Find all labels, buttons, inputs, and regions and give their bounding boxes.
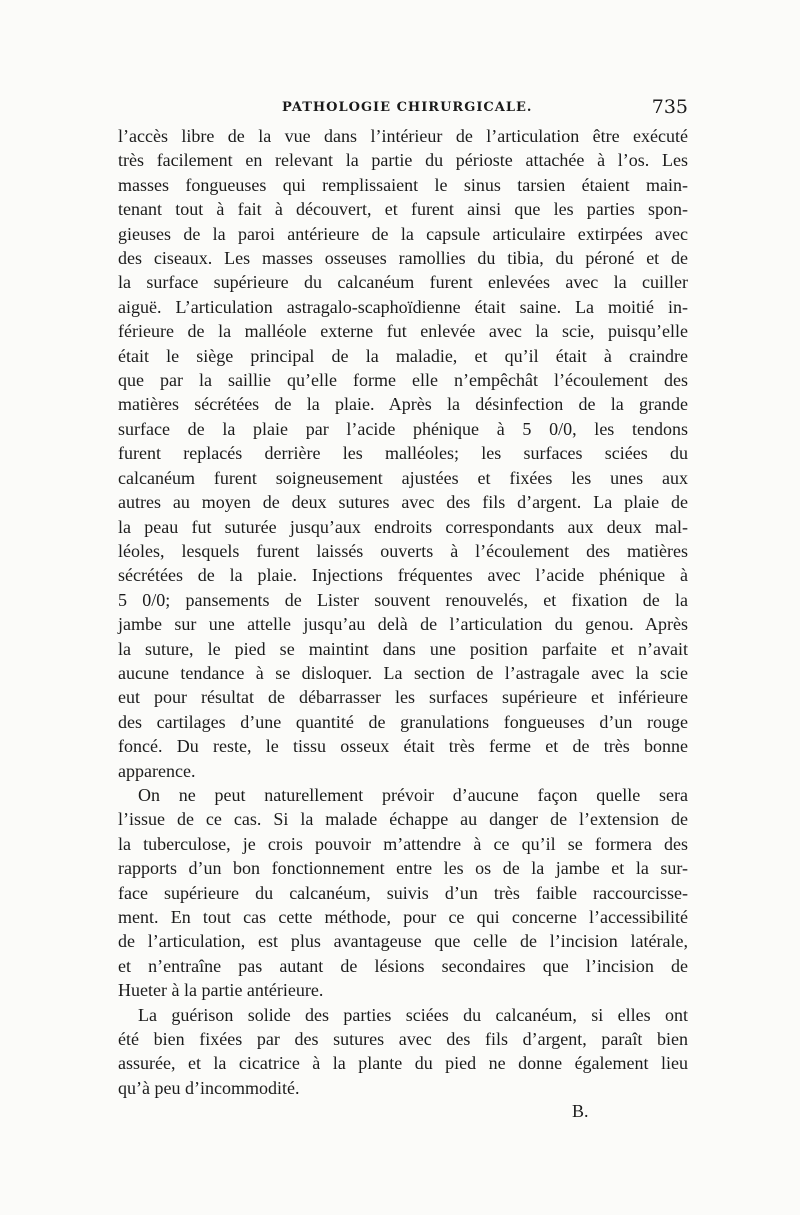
text-line: eut pour résultat de débarrasser les surfaces supérieure et inférieure <box>118 687 688 708</box>
running-title: PATHOLOGIE CHIRURGICALE. <box>282 100 533 115</box>
text-line: 5 0/0; pansements de Lister souvent renouvelés, et fixation de la <box>118 589 688 610</box>
page-header <box>118 96 688 122</box>
text-line: assurée, et la cicatrice à la plante du pied ne donne également lieu <box>118 1053 688 1074</box>
text-line: férieure de la malléole externe fut enlevée avec la scie, puisqu’elle <box>118 321 688 342</box>
text-line: apparence. <box>118 760 196 781</box>
text-line: tenant tout à fait à découvert, et furent ainsi que les parties spon- <box>118 199 688 220</box>
text-line: sécrétées de la plaie. Injections fréquentes avec l’acide phénique à <box>118 565 688 586</box>
text-line: foncé. Du reste, le tissu osseux était très ferme et de très bonne <box>118 736 688 757</box>
text-line: qu’à peu d’incommodité. <box>118 1077 300 1098</box>
paragraph <box>118 124 688 783</box>
text-line: matières sécrétées de la plaie. Après la désinfection de la grande <box>118 394 688 415</box>
page-number: 735 <box>651 96 688 118</box>
paragraph <box>118 783 688 1003</box>
text-line: et n’entraîne pas autant de lésions secondaires que l’incision de <box>118 955 688 976</box>
text-line: jambe sur une attelle jusqu’au delà de l’articulation du genou. Après <box>118 614 688 635</box>
text-line: était le siège principal de la maladie, et qu’il était à craindre <box>118 345 688 366</box>
text-line: la surface supérieure du calcanéum furent enlevées avec la cuiller <box>118 272 688 293</box>
text-line: des ciseaux. Les masses osseuses ramollies du tibia, du péroné et de <box>118 248 688 269</box>
text-line: que par la saillie qu’elle forme elle n’empêchât l’écoulement des <box>118 370 688 391</box>
text-line: léoles, lesquels furent laissés ouverts à l’écoulement des matières <box>118 540 688 561</box>
text-line: la peau fut suturée jusqu’aux endroits correspondants aux deux mal- <box>118 516 688 537</box>
text-line: l’accès libre de la vue dans l’intérieur de l’articulation être exécuté <box>118 126 688 146</box>
text-line: de l’articulation, est plus avantageuse que celle de l’incision latérale, <box>118 931 688 952</box>
text-line: très facilement en relevant la partie du périoste attachée à l’os. Les <box>118 150 688 171</box>
text-line: gieuses de la paroi antérieure de la capsule articulaire extirpées avec <box>118 223 688 244</box>
text-line: rapports d’un bon fonctionnement entre les os de la jambe et la sur- <box>118 858 688 879</box>
paragraph <box>118 1003 688 1101</box>
text-line: Hueter à la partie antérieure. <box>118 980 324 1001</box>
text-line: surface de la plaie par l’acide phénique à 5 0/0, les tendons <box>118 418 688 439</box>
text-line: La guérison solide des parties sciées du calcanéum, si elles ont <box>138 1004 688 1025</box>
text-line: l’issue de ce cas. Si la malade échappe au danger de l’extension de <box>118 809 688 830</box>
text-line: face supérieure du calcanéum, suivis d’un très faible raccourcisse- <box>118 882 688 903</box>
body-text <box>118 124 688 1100</box>
text-line: aiguë. L’articulation astragalo-scaphoïdienne était saine. La moitié in- <box>118 296 688 317</box>
text-line: autres au moyen de deux sutures avec des fils d’argent. La plaie de <box>118 492 688 513</box>
author-signature: B. <box>572 1101 589 1121</box>
text-line: calcanéum furent soigneusement ajustées et fixées les unes aux <box>118 467 688 488</box>
text-line: été bien fixées par des sutures avec des fils d’argent, paraît bien <box>118 1029 688 1050</box>
text-line: furent replacés derrière les malléoles; les surfaces sciées du <box>118 443 688 464</box>
text-line: On ne peut naturellement prévoir d’aucune façon quelle sera <box>138 784 688 805</box>
text-line: aucune tendance à se disloquer. La section de l’astragale avec la scie <box>118 662 688 683</box>
text-line: la tuberculose, je crois pouvoir m’attendre à ce qu’il se formera des <box>118 833 688 854</box>
text-line: ment. En tout cas cette méthode, pour ce qui concerne l’accessibilité <box>118 907 688 927</box>
text-line: des cartilages d’une quantité de granulations fongueuses d’un rouge <box>118 711 688 732</box>
text-line: la suture, le pied se maintint dans une position parfaite et n’avait <box>118 638 688 659</box>
text-line: masses fongueuses qui remplissaient le sinus tarsien étaient main- <box>118 174 688 195</box>
